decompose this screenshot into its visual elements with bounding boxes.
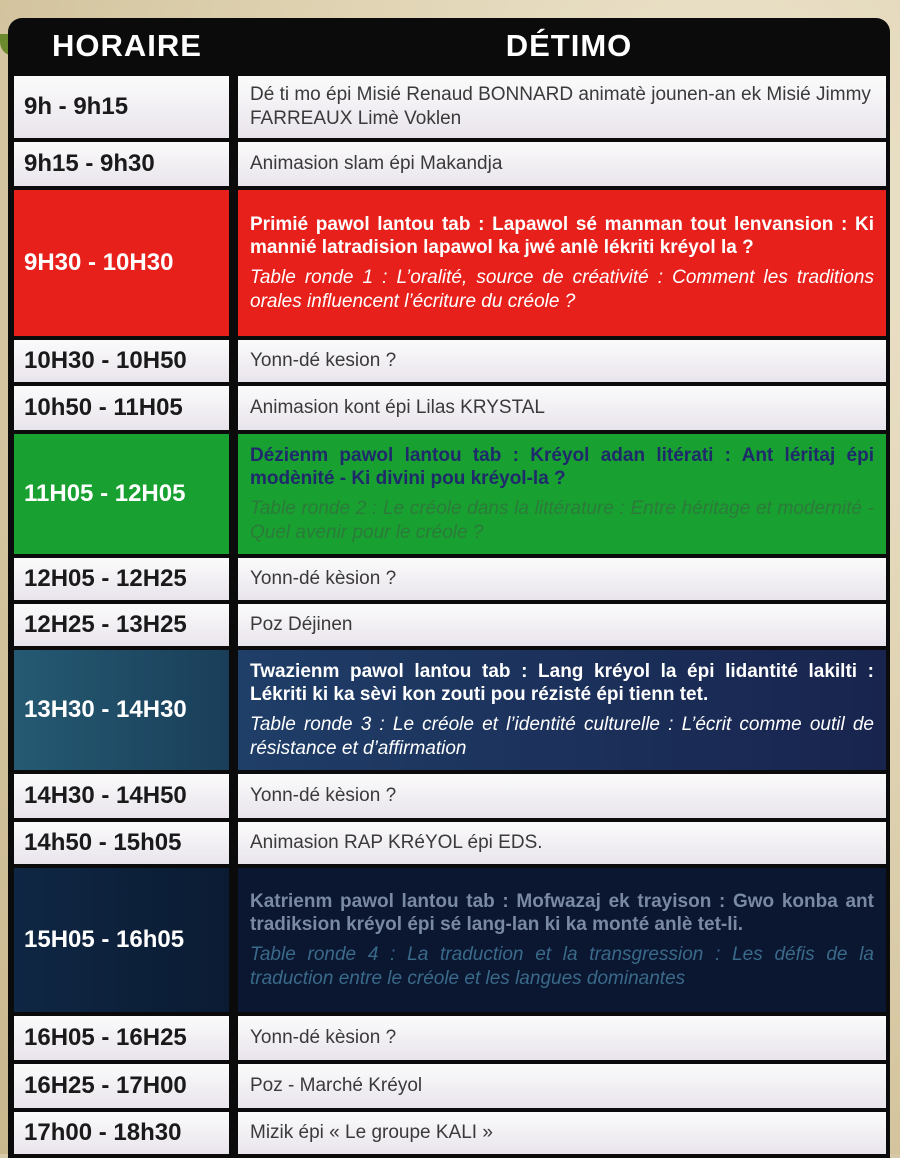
table-row: [8, 1064, 890, 1108]
table-row-roundtable-4: [8, 868, 890, 1012]
row-time: 16H25 - 17H00: [14, 1064, 229, 1108]
roundtable-title: Dézienm pawol lantou tab : Kréyol adan litérati : Ant léritaj épi modènité - Ki divini pou kréyol-la ?: [250, 444, 874, 490]
row-time: 12H25 - 13H25: [14, 604, 229, 646]
row-time: 14h50 - 15h05: [14, 822, 229, 864]
row-description: Poz - Marché Kréyol: [238, 1064, 886, 1108]
row-description: Dé ti mo épi Misié Renaud BONNARD animatè jounen-an ek Misié Jimmy FARREAUX Limè Voklen: [238, 76, 886, 138]
roundtable-subtitle: Table ronde 1 : L’oralité, source de créativité : Comment les traditions orales influencent l’écriture du créole ?: [250, 267, 874, 312]
row-time: 16H05 - 16H25: [14, 1016, 229, 1060]
row-description: Animasion RAP KRéYOL épi EDS.: [238, 822, 886, 864]
table-row-roundtable-3: [8, 650, 890, 770]
roundtable-subtitle: Table ronde 4 : La traduction et la transgression : Les défis de la traduction entre le créole et les langues dominantes: [250, 944, 874, 989]
header-time-column: HORAIRE: [52, 28, 202, 63]
row-description: Yonn-dé kèsion ?: [238, 558, 886, 600]
row-description: [238, 434, 886, 554]
row-time: 15H05 - 16h05: [14, 868, 229, 1012]
row-time: 9H30 - 10H30: [14, 190, 229, 336]
row-description: [238, 868, 886, 1012]
roundtable-title: Primié pawol lantou tab : Lapawol sé manman tout lenvansion : Ki mannié latradision lapawol ka jwé anlè lékriti kréyol la ?: [250, 213, 874, 259]
table-row: [8, 604, 890, 646]
row-time: 9h - 9h15: [14, 76, 229, 138]
row-time: 10h50 - 11H05: [14, 386, 229, 430]
table-row: [8, 558, 890, 600]
row-description: [238, 650, 886, 770]
table-row: [8, 386, 890, 430]
roundtable-title: Twazienm pawol lantou tab : Lang kréyol la épi lidantité lakilti : Lékriti ki ka sèvi kon zouti pou rézisté épi tienn tet.: [250, 660, 874, 706]
row-time: 10H30 - 10H50: [14, 340, 229, 382]
row-description: Mizik épi « Le groupe KALI »: [238, 1112, 886, 1154]
header-description-column: DÉTIMO: [505, 28, 633, 63]
row-time: 9h15 - 9h30: [14, 142, 229, 186]
table-row-roundtable-1: [8, 190, 890, 336]
roundtable-subtitle: Table ronde 2 : Le créole dans la littérature : Entre héritage et modernité - Quel avenir pour le créole ?: [250, 498, 874, 543]
roundtable-subtitle: Table ronde 3 : Le créole et l’identité culturelle : L’écrit comme outil de résistance et d’affirmation: [250, 714, 874, 759]
table-row: [8, 774, 890, 818]
table-row: [8, 1016, 890, 1060]
row-description: Yonn-dé kèsion ?: [238, 774, 886, 818]
row-description: Yonn-dé kesion ?: [238, 340, 886, 382]
row-time: 17h00 - 18h30: [14, 1112, 229, 1154]
row-description: Yonn-dé kèsion ?: [238, 1016, 886, 1060]
row-description: Animasion slam épi Makandja: [238, 142, 886, 186]
table-row: [8, 340, 890, 382]
row-description: Poz Déjinen: [238, 604, 886, 646]
row-time: 11H05 - 12H05: [14, 434, 229, 554]
row-description: [238, 190, 886, 336]
row-description: Animasion kont épi Lilas KRYSTAL: [238, 386, 886, 430]
table-row-roundtable-2: [8, 434, 890, 554]
table-row: [8, 822, 890, 864]
row-time: 12H05 - 12H25: [14, 558, 229, 600]
row-time: 14H30 - 14H50: [14, 774, 229, 818]
row-time: 13H30 - 14H30: [14, 650, 229, 770]
table-row: [8, 76, 890, 138]
roundtable-title: Katrienm pawol lantou tab : Mofwazaj ek trayison : Gwo konba ant tradiksion kréyol épi sé lang-lan ki ka monté anlè tet-li.: [250, 890, 874, 936]
table-row: [8, 1112, 890, 1154]
table-row: [8, 142, 890, 186]
